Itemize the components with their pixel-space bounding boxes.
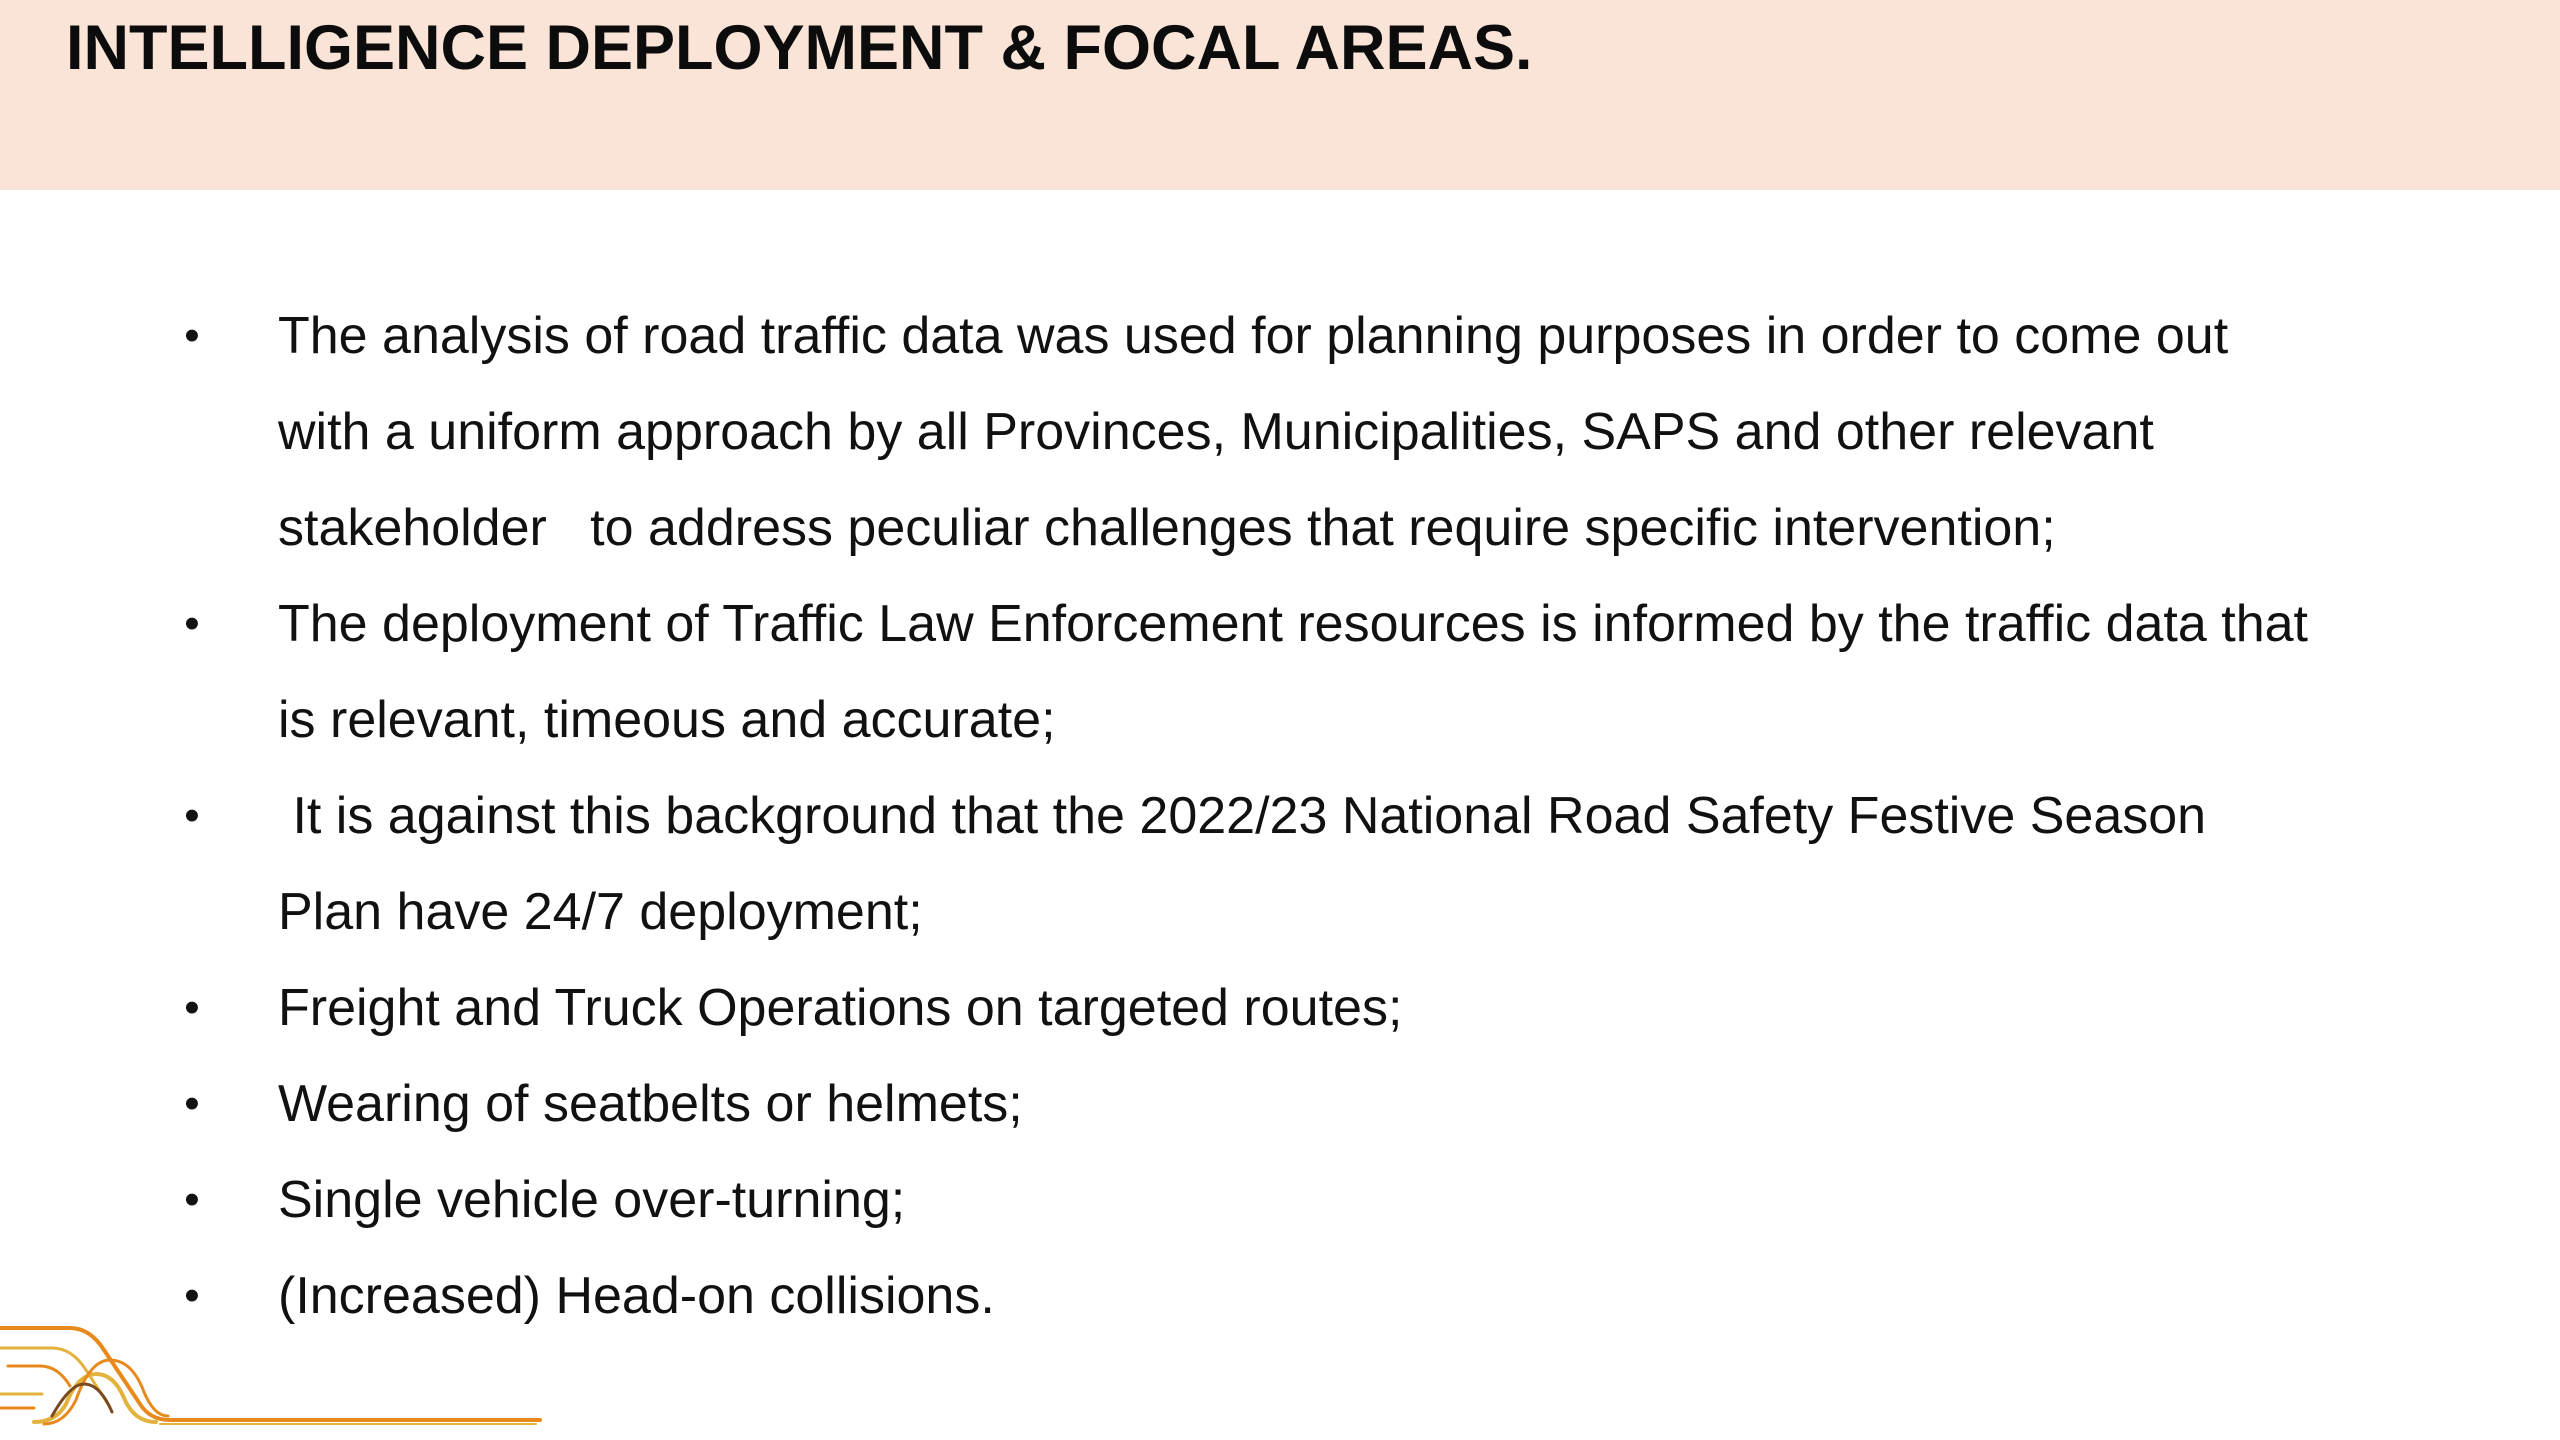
logo-road-line [0, 1328, 540, 1420]
bullet-list [0, 288, 2560, 1344]
bullet-text: (Increased) Head-on collisions. [278, 1267, 995, 1325]
bullet-item-seatbelts [0, 1056, 2318, 1152]
bullet-text: Freight and Truck Operations on targeted routes; [278, 979, 1403, 1037]
bullet-dot: • [184, 1079, 200, 1128]
bullet-text: Wearing of seatbelts or helmets; [278, 1075, 1023, 1133]
bullet-dot: • [184, 791, 200, 840]
bullet-dot: • [184, 599, 200, 648]
slide-title: INTELLIGENCE DEPLOYMENT & FOCAL AREAS. [66, 13, 1533, 83]
bullet-item-deployment [0, 576, 2323, 768]
bullet-dot: • [184, 983, 200, 1032]
bullet-dot: • [184, 1175, 200, 1224]
bullet-item-freight [0, 960, 2318, 1056]
bullet-item-overturning [0, 1152, 2318, 1248]
bullet-item-festive-plan [0, 768, 2318, 960]
bullet-text: Single vehicle over-turning; [278, 1171, 906, 1229]
road-lines-logo-icon [0, 1312, 545, 1430]
bullet-text: The analysis of road traffic data was used for planning purposes in order to come out with a uniform approach by all Provinces, Municipalities, SAPS and other relevant stakeholder to address peculiar challenges that require specific intervention; [278, 307, 2243, 557]
bullet-text: It is against this background that the 2022/23 National Road Safety Festive Season Plan have 24/7 deployment; [278, 787, 2221, 941]
bullet-text: The deployment of Traffic Law Enforcement resources is informed by the traffic data that is relevant, timeous and accurate; [278, 595, 2323, 749]
logo-road-line [8, 1366, 70, 1386]
bullet-dot: • [184, 311, 200, 360]
bullet-dot: • [184, 1271, 200, 1320]
bullet-item-analysis [0, 288, 2318, 576]
